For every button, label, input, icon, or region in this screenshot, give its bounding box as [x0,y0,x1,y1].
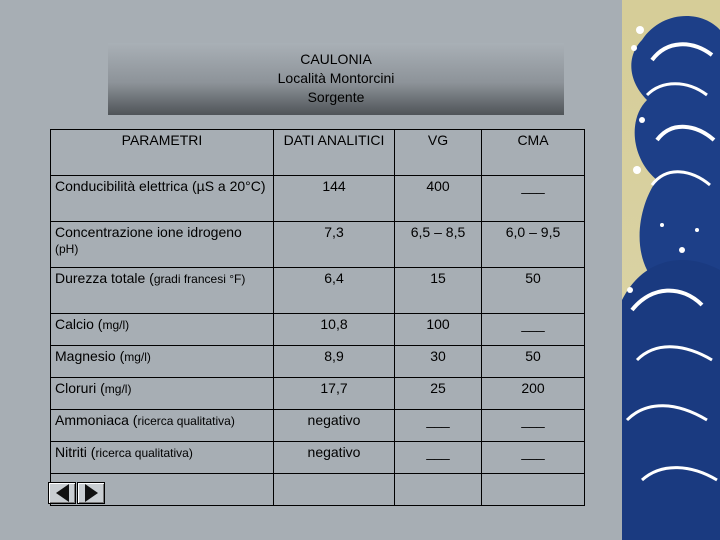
vg-cell: 100 [395,314,482,346]
dati-cell: 7,3 [274,222,395,268]
param-unit: ricerca qualitativa) [95,446,193,460]
empty-cell [274,474,395,506]
vg-cell: 400 [395,176,482,222]
table-row [51,314,585,346]
vg-cell: ___ [395,410,482,442]
previous-slide-button[interactable] [48,482,76,504]
param-unit: gradi francesi °F) [153,272,246,286]
wave-decoration [622,0,720,540]
table-header-row [51,130,585,176]
vg-cell: 15 [395,268,482,314]
title-line-2: Località Montorcini [277,70,395,86]
table-row-empty [51,474,585,506]
param-label: Magnesio ( [55,348,125,364]
dati-cell: 6,4 [274,268,395,314]
vg-cell: ___ [395,442,482,474]
cma-cell: 50 [482,268,585,314]
title-line-1: CAULONIA [300,51,372,67]
dati-cell: 17,7 [274,378,395,410]
dati-cell: 8,9 [274,346,395,378]
param-label: Durezza totale ( [55,270,154,286]
param-unit: ricerca qualitativa) [137,414,235,428]
param-label: Nitriti ( [55,444,96,460]
table-row [51,268,585,314]
param-cell [51,222,274,268]
param-cell [51,410,274,442]
param-label: Ammoniaca ( [55,412,138,428]
next-slide-button[interactable] [77,482,105,504]
param-unit: (pH) [55,242,79,256]
vg-cell: 30 [395,346,482,378]
param-label: Concentrazione ione idrogeno [55,224,242,240]
dati-cell: 144 [274,176,395,222]
cma-cell: ___ [482,176,585,222]
table-row [51,442,585,474]
vg-cell: 6,5 – 8,5 [395,222,482,268]
unit-symbol: µS [196,178,215,194]
param-label: Conducibilità elettrica ( [55,178,197,194]
empty-cell [395,474,482,506]
cma-cell: 6,0 – 9,5 [482,222,585,268]
param-cell [51,346,274,378]
param-cell [51,268,274,314]
table-row [51,410,585,442]
param-unit: a 20°C) [217,178,266,194]
dati-cell: negativo [274,410,395,442]
param-cell [51,314,274,346]
vg-cell: 25 [395,378,482,410]
col-header-cma: CMA [482,130,585,176]
title-box [108,43,564,115]
dati-cell: 10,8 [274,314,395,346]
triangle-right-icon [85,484,98,502]
col-header-dati: DATI ANALITICI [274,130,395,176]
cma-cell: ___ [482,410,585,442]
param-cell [51,176,274,222]
cma-cell: 200 [482,378,585,410]
table-row [51,346,585,378]
parameters-table [50,129,585,506]
triangle-left-icon [56,484,69,502]
param-label: Cloruri ( [55,380,105,396]
param-label: Calcio ( [55,316,103,332]
cma-cell: 50 [482,346,585,378]
empty-cell [482,474,585,506]
table-row [51,222,585,268]
cma-cell: ___ [482,442,585,474]
dati-cell: negativo [274,442,395,474]
param-unit: mg/l) [124,350,151,364]
title-line-3: Sorgente [307,89,365,105]
col-header-vg: VG [395,130,482,176]
param-cell [51,442,274,474]
table-row [51,176,585,222]
param-unit: mg/l) [102,318,130,332]
col-header-parametri: PARAMETRI [51,130,274,176]
param-unit: mg/l) [104,382,132,396]
slide-navigation [48,482,106,504]
cma-cell: ___ [482,314,585,346]
param-cell [51,378,274,410]
table-row [51,378,585,410]
